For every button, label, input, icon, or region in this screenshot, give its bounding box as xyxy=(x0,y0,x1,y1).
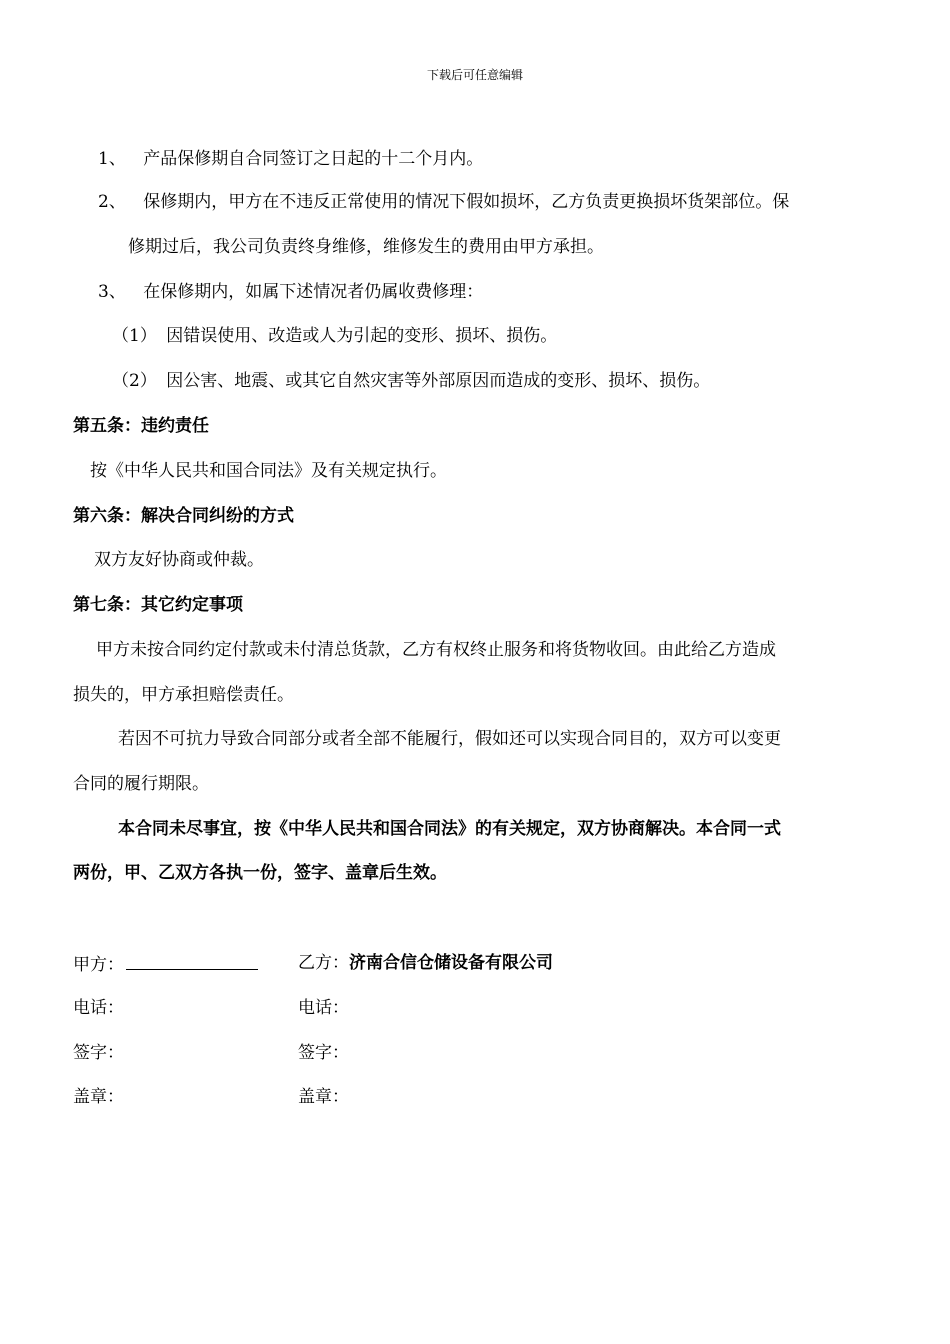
article-7-para-2-cont: 合同的履行期限。 xyxy=(73,774,209,794)
article-7-para-3: 本合同未尽事宜，按《中华人民共和国合同法》的有关规定，双方协商解决。本合同一式 xyxy=(118,819,781,839)
article-6-body: 双方友好协商或仲裁。 xyxy=(94,550,264,570)
item-number: 3、 xyxy=(98,282,126,302)
article-7-para-1: 甲方未按合同约定付款或未付清总货款，乙方有权终止服务和将货物收回。由此给乙方造成 xyxy=(96,640,776,660)
party-a-label: 甲方： xyxy=(73,955,124,975)
article-6-title: 第六条：解决合同纠纷的方式 xyxy=(73,506,294,526)
phone-b-label: 电话： xyxy=(298,998,349,1018)
item-number: 1、 xyxy=(98,149,126,169)
party-b-label: 乙方： xyxy=(298,953,349,973)
sub-number: （2） xyxy=(112,371,157,391)
article-7-title: 第七条：其它约定事项 xyxy=(73,595,243,615)
phone-a-label: 电话： xyxy=(73,998,124,1018)
sub-text: 因公害、地震、或其它自然灾害等外部原因而造成的变形、损坏、损伤。 xyxy=(166,371,711,391)
sign-b-label: 签字： xyxy=(298,1043,349,1063)
article-7-para-2: 若因不可抗力导致合同部分或者全部不能履行，假如还可以实现合同目的，双方可以变更 xyxy=(118,729,781,749)
article-7-para-1-cont: 损失的，甲方承担赔偿责任。 xyxy=(73,685,294,705)
sign-a-label: 签字： xyxy=(73,1043,124,1063)
sub-number: （1） xyxy=(112,326,157,346)
article-7-para-3-cont: 两份，甲、乙双方各执一份，签字、盖章后生效。 xyxy=(73,863,447,883)
article-5-title: 第五条：违约责任 xyxy=(73,416,209,436)
warranty-sub-1 xyxy=(112,325,557,347)
sub-text: 因错误使用、改造或人为引起的变形、损坏、损伤。 xyxy=(166,326,558,346)
party-a-line xyxy=(73,952,258,976)
warranty-item-2 xyxy=(98,191,789,213)
warranty-sub-2 xyxy=(112,370,710,392)
party-a-name-blank[interactable] xyxy=(126,952,258,970)
item-text: 保修期内，甲方在不违反正常使用的情况下假如损坏，乙方负责更换损坏货架部位。保 xyxy=(143,192,790,212)
party-b-name: 济南合信仓储设备有限公司 xyxy=(349,953,553,973)
warranty-item-1 xyxy=(98,148,483,170)
warranty-item-3 xyxy=(98,281,483,303)
party-b-line xyxy=(298,952,553,974)
item-text: 在保修期内，如属下述情况者仍属收费修理： xyxy=(143,282,484,302)
seal-b-label: 盖章： xyxy=(298,1087,349,1107)
seal-a-label: 盖章： xyxy=(73,1087,124,1107)
warranty-item-2-cont: 修期过后，我公司负责终身维修，维修发生的费用由甲方承担。 xyxy=(128,237,604,257)
item-number: 2、 xyxy=(98,192,126,212)
page-header-note: 下载后可任意编辑 xyxy=(426,68,523,82)
item-text: 产品保修期自合同签订之日起的十二个月内。 xyxy=(143,149,484,169)
article-5-body: 按《中华人民共和国合同法》及有关规定执行。 xyxy=(90,461,447,481)
